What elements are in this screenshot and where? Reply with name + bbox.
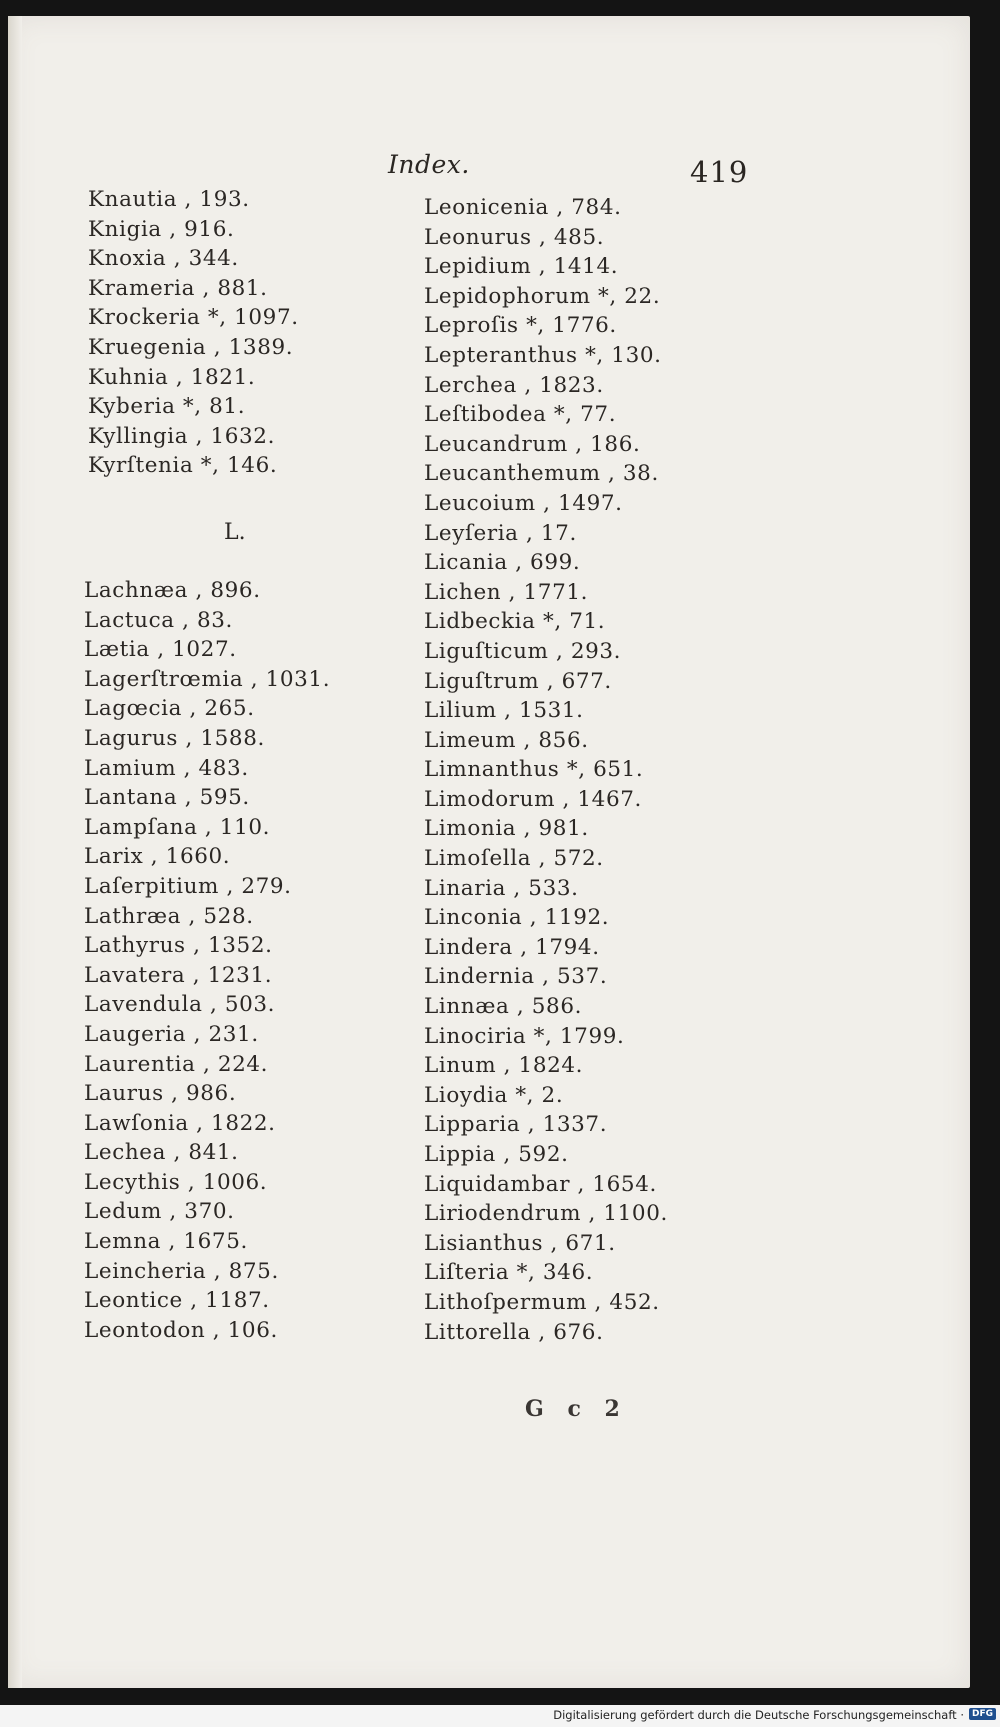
index-entry: Krameria , 881.	[88, 275, 268, 301]
index-column-left-k-entries	[88, 185, 299, 481]
index-entry: Liguſticum , 293.	[424, 638, 622, 664]
index-entry: Linum , 1824.	[424, 1053, 584, 1079]
index-entry: Lagurus , 1588.	[84, 725, 265, 751]
footer-credit-text: Digitalisierung gefördert durch die Deutsche Forschungsgemeinschaft ·	[553, 1708, 964, 1722]
index-column-left-l-entries	[84, 576, 330, 1345]
index-entry: Lepidium , 1414.	[424, 254, 619, 280]
index-entry: Lidbeckia *, 71.	[424, 609, 606, 635]
index-entry: Lepidophorum *, 22.	[424, 283, 661, 309]
index-entry: Linconia , 1192.	[424, 905, 610, 931]
index-entry: Knigia , 916.	[88, 216, 235, 242]
index-column-right	[424, 193, 668, 1347]
index-entry: Linnæa , 586.	[424, 994, 583, 1020]
index-entry: Kyrſtenia *, 146.	[88, 453, 278, 479]
index-entry: Laurentia , 224.	[84, 1051, 269, 1077]
index-entry: Limodorum , 1467.	[424, 786, 642, 812]
index-entry: Knautia , 193.	[88, 187, 250, 212]
index-entry: Lepteranthus *, 130.	[424, 342, 662, 368]
index-entry: Linociria *, 1799.	[424, 1023, 625, 1049]
index-entry: Leſtibodea *, 77.	[424, 402, 617, 428]
index-entry: Lithoſpermum , 452.	[424, 1289, 660, 1315]
index-entry: Lamium , 483.	[84, 755, 249, 781]
section-letter-heading: L.	[224, 520, 246, 545]
index-entry: Lachnæa , 896.	[84, 578, 261, 603]
index-entry: Lioydia *, 2.	[424, 1082, 564, 1108]
index-entry: Lindernia , 537.	[424, 964, 608, 990]
index-entry: Kyllingia , 1632.	[88, 423, 276, 449]
index-entry: Leincheria , 875.	[84, 1258, 279, 1284]
index-entry: Leonurus , 485.	[424, 224, 605, 250]
index-entry: Ledum , 370.	[84, 1199, 235, 1225]
index-entry: Lerchea , 1823.	[424, 372, 604, 398]
index-entry: Limonia , 981.	[424, 816, 589, 842]
index-entry: Lisianthus , 671.	[424, 1230, 616, 1256]
index-entry: Lichen , 1771.	[424, 579, 589, 605]
digitization-footer	[0, 1705, 1000, 1727]
index-entry: Liguſtrum , 677.	[424, 668, 612, 694]
index-entry: Leyſeria , 17.	[424, 520, 577, 546]
index-entry: Lampſana , 110.	[84, 814, 271, 840]
page-gutter-shadow	[8, 16, 22, 1688]
index-entry: Limnanthus *, 651.	[424, 757, 644, 783]
index-entry: Limeum , 856.	[424, 727, 589, 753]
index-entry: Limoſella , 572.	[424, 846, 604, 872]
index-entry: Lavendula , 503.	[84, 992, 276, 1018]
index-entry: Liriodendrum , 1100.	[424, 1201, 668, 1227]
index-entry: Littorella , 676.	[424, 1319, 604, 1345]
index-entry: Knoxia , 344.	[88, 246, 239, 272]
index-entry: Leucoium , 1497.	[424, 490, 623, 516]
index-entry: Larix , 1660.	[84, 844, 231, 870]
index-entry: Leontice , 1187.	[84, 1288, 270, 1314]
index-entry: Lilium , 1531.	[424, 698, 584, 724]
index-entry: Lathræa , 528.	[84, 903, 254, 929]
index-entry: Kruegenia , 1389.	[88, 334, 294, 360]
index-entry: Krockeria *, 1097.	[88, 305, 299, 331]
index-entry: Leproſis *, 1776.	[424, 313, 617, 339]
index-entry: Laurus , 986.	[84, 1081, 237, 1107]
index-entry: Leucandrum , 186.	[424, 431, 641, 457]
index-entry: Lindera , 1794.	[424, 934, 600, 960]
index-entry: Lawſonia , 1822.	[84, 1110, 276, 1136]
index-entry: Leontodon , 106.	[84, 1317, 278, 1343]
index-entry: Lechea , 841.	[84, 1140, 239, 1166]
index-entry: Leucanthemum , 38.	[424, 461, 659, 487]
index-entry: Lathyrus , 1352.	[84, 933, 273, 959]
index-entry: Liſteria *, 346.	[424, 1260, 594, 1286]
dfg-logo-badge: DFG	[969, 1708, 996, 1720]
printer-signature-mark: G c 2	[525, 1396, 628, 1422]
page-number: 419	[690, 155, 749, 189]
index-entry: Liquidambar , 1654.	[424, 1171, 657, 1197]
running-head: Index.	[388, 150, 470, 179]
index-entry: Licania , 699.	[424, 550, 581, 576]
index-entry: Lactuca , 83.	[84, 607, 233, 633]
index-entry: Lemna , 1675.	[84, 1229, 248, 1255]
index-entry: Leonicenia , 784.	[424, 195, 622, 220]
index-entry: Linaria , 533.	[424, 875, 579, 901]
index-entry: Lecythis , 1006.	[84, 1169, 268, 1195]
index-entry: Kuhnia , 1821.	[88, 364, 256, 390]
index-entry: Lantana , 595.	[84, 785, 250, 811]
index-entry: Lagœcia , 265.	[84, 696, 255, 722]
index-entry: Lipparia , 1337.	[424, 1112, 608, 1138]
index-entry: Laſerpitium , 279.	[84, 873, 292, 899]
index-entry: Lætia , 1027.	[84, 637, 237, 663]
index-entry: Kyberia *, 81.	[88, 394, 246, 420]
index-entry: Lagerſtrœmia , 1031.	[84, 666, 331, 692]
index-entry: Lippia , 592.	[424, 1142, 569, 1167]
index-entry: Lavatera , 1231.	[84, 962, 273, 988]
index-entry: Laugeria , 231.	[84, 1021, 259, 1047]
